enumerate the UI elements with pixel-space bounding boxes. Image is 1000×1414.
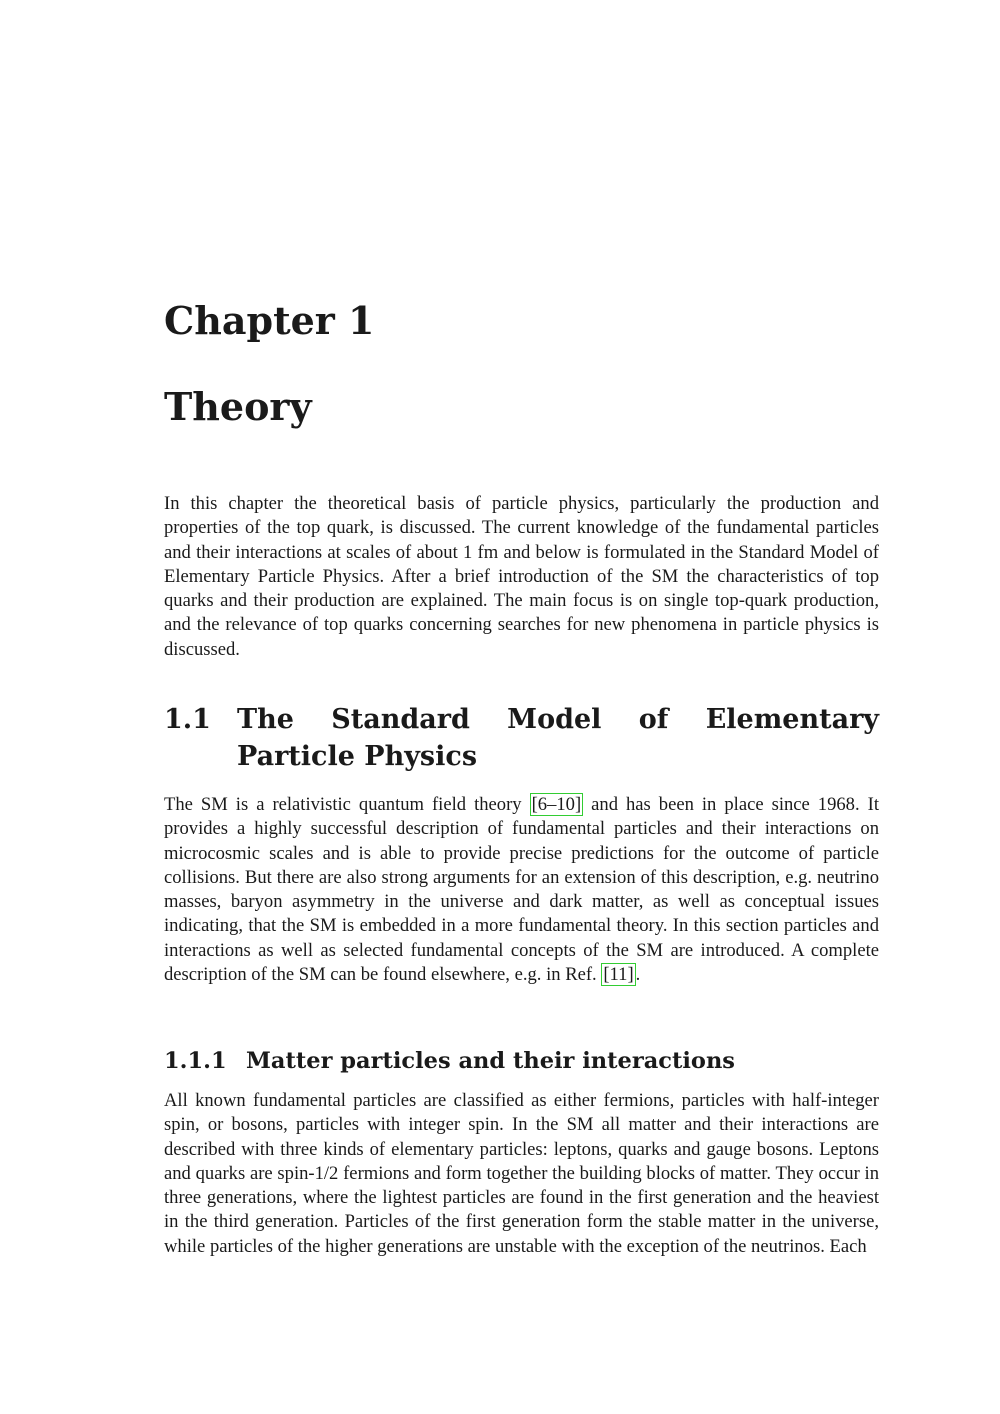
citation-link-6-10[interactable]: [6–10]	[531, 794, 582, 815]
chapter-title: Theory	[164, 384, 312, 429]
subsection-number: 1.1.1	[164, 1048, 227, 1074]
section-text-part1: The SM is a relativistic quantum field theory	[164, 794, 530, 815]
section-title: The Standard Model of Elementary Particle Physics	[237, 704, 879, 772]
intro-paragraph: In this chapter the theoretical basis of particle physics, particularly the production and properties of the top quark, is discussed. The current knowledge of the fundamental particles and their interactions at scales of about 1 fm and below is formulated in the Standard Model of Elementary Particle Physics. After a brief introduction of the SM the characteristics of top quarks and their production are explained. The main focus is on single top-quark production, and the relevance of top quarks concerning searches for new phenomena in particle physics is discussed.	[164, 493, 879, 660]
section-paragraph	[164, 793, 879, 987]
subsection-title: Matter particles and their interactions	[246, 1048, 735, 1074]
section-number: 1.1	[164, 704, 211, 735]
section-text-part2: and has been in place since 1968. It provides a highly successful description of fundamental particles and their interactions on microcosmic scales and is able to provide precise predictions for the outcome of particle collisions. But there are also strong arguments for an extension of this description, e.g. neutrino masses, baryon asymmetry in the universe and dark matter, as well as conceptual issues indicating, that the SM is embedded in a more fundamental theory. In this section particles and interactions as well as selected fundamental concepts of the SM are introduced. A complete description of the SM can be found elsewhere, e.g. in Ref.	[164, 794, 879, 986]
subsection-heading	[164, 1045, 879, 1077]
subsection-paragraph: All known fundamental particles are classified as either fermions, particles with half-integer spin, or bosons, particles with integer spin. In the SM all matter and their interactions are described with three kinds of elementary particles: leptons, quarks and gauge bosons. Leptons and quarks are spin-1/2 fermions and form together the building blocks of matter. They occur in three generations, where the lightest particles are found in the first generation and the heaviest in the third generation. Particles of the first generation form the stable matter in the universe, while particles of the higher generations are unstable with the exception of the neutrinos. Each	[164, 1090, 879, 1257]
section-text-part3: .	[635, 964, 641, 986]
chapter-label: Chapter 1	[164, 298, 375, 343]
citation-link-11[interactable]: [11]	[603, 964, 634, 986]
section-heading	[164, 701, 879, 775]
